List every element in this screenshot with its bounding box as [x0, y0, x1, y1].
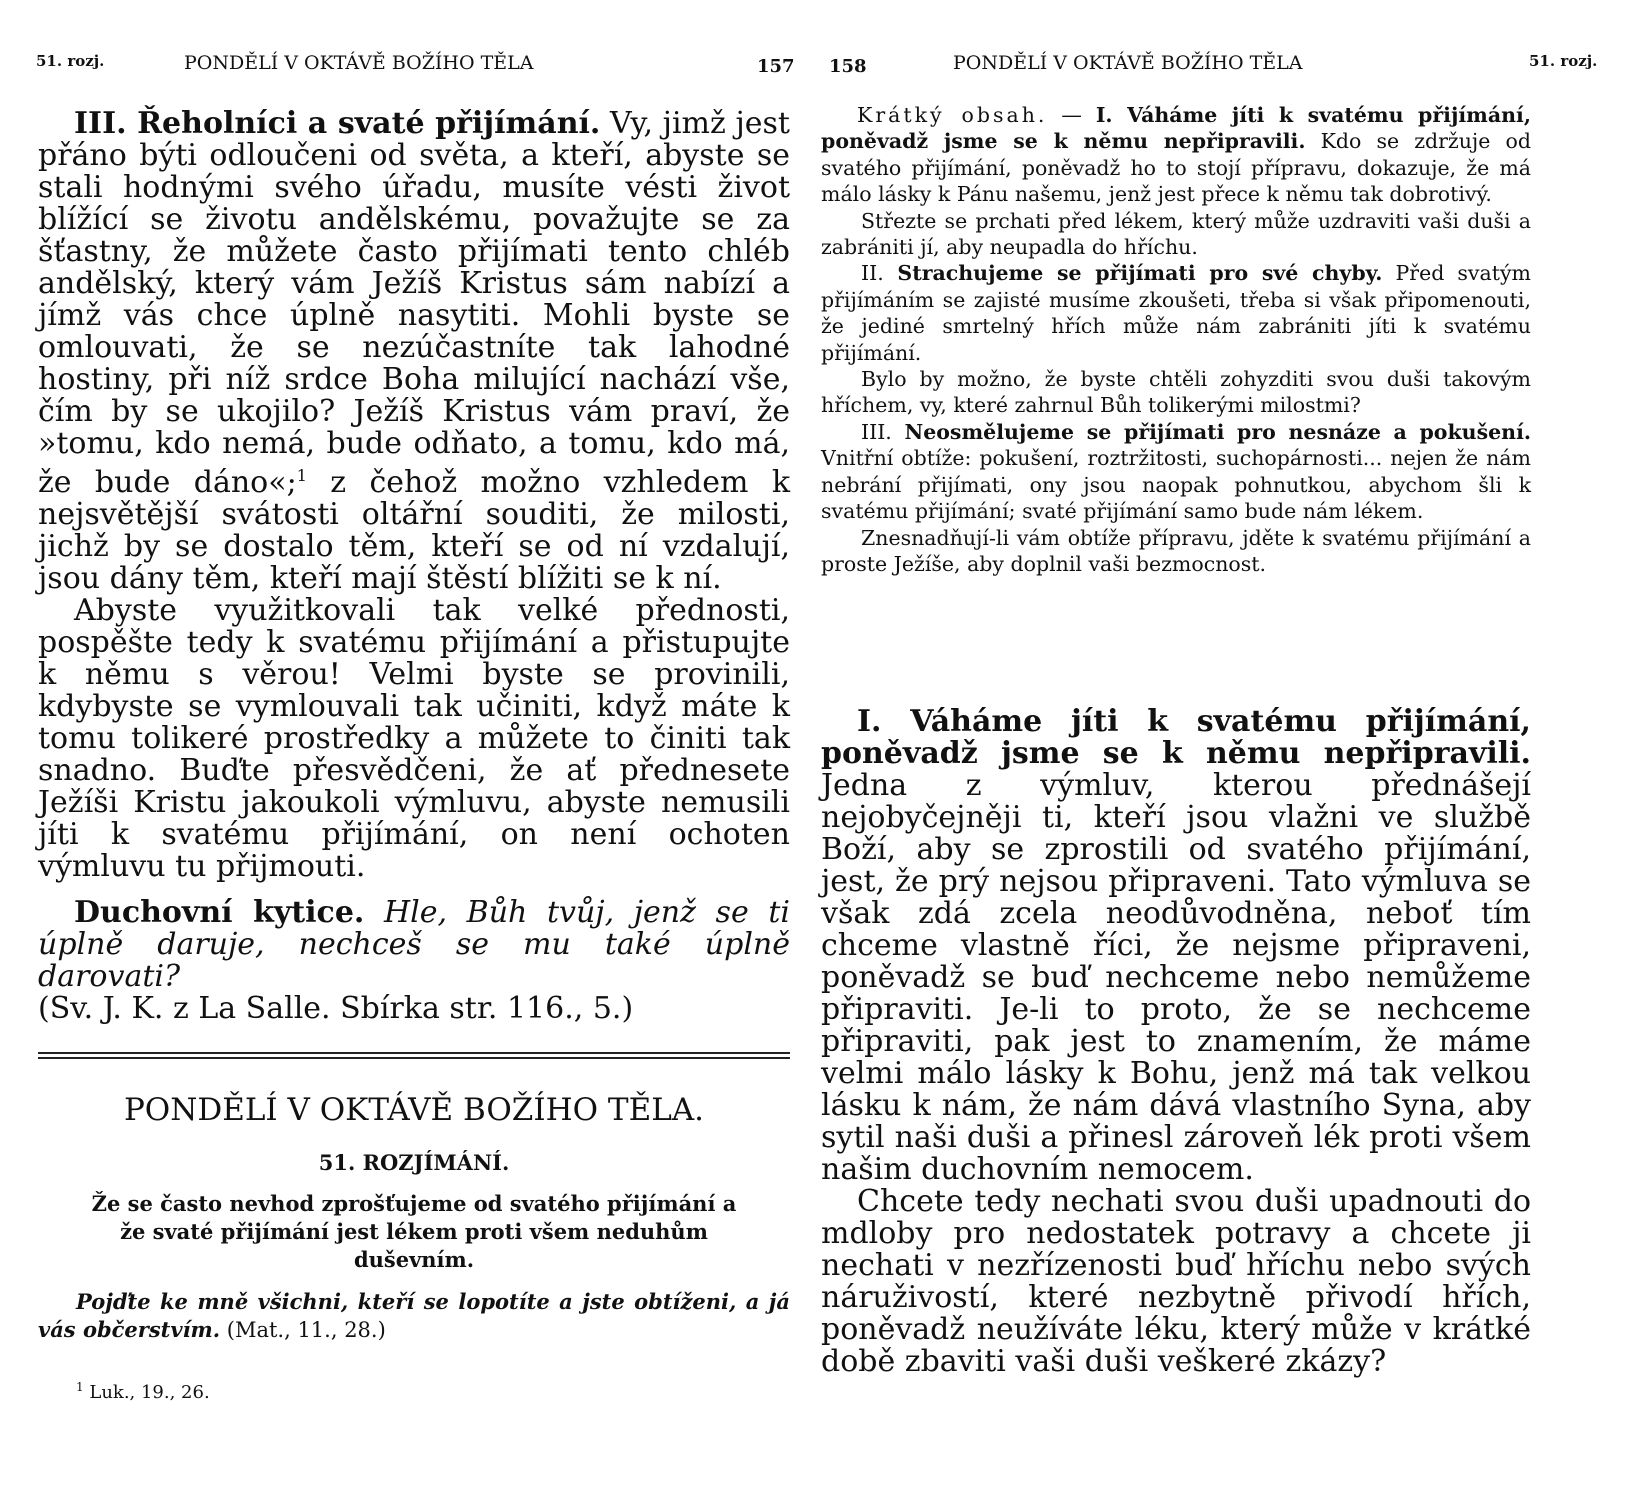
- motto: [38, 1288, 790, 1344]
- summary-I-heading: I. Váháme jíti k svatému přijímání, poněvadž jsme se k němu nepřipravili.: [821, 103, 1531, 154]
- main-paragraph-I: I. Váháme jíti k svatému přijímání, poněvadž jsme se k němu nepřipravili. Jedna z výmluv, kterou přednášejí nejobyčejněji ti, kteří jsou vlažni ve službě Boží, aby se zprostili od svatého přijímání, jest, že prý nejsou připraveni. Tato výmluva se však zdá zcela neodůvodněna, neboť tím chceme vlastně říci, že nejsme připraveni, poněvadž se buď nechceme nebo nemůžeme připraviti. Je-li to proto, že se nechceme připraviti, pak jest to znamením, že máme velmi málo lásky k Bohu, jenž má tak velkou lásku k nám, že nám dává vlastního Syna, aby sytil naši duši a přinesl zároveň lék proti všem našim duchovním nemocem.: [821, 704, 1531, 1187]
- summary-III-heading: Neosmělujeme se přijímati pro nesnáze a pokušení.: [891, 419, 1531, 444]
- right-page-number: 158: [829, 56, 867, 77]
- summary-III: III. Neosmělujeme se přijímati pro nesnáze a pokušení. Vnitřní obtíže: pokušení, roztržitosti, suchopárnosti... nejen že nám nebrání přijímati, ony jsou naopak pohnutkou, abychom šli k svatému přijímání; svaté přijímání samo bude nám lékem.: [821, 419, 1531, 524]
- left-page-number: 157: [757, 56, 795, 77]
- bouquet-text: Hle, Bůh tvůj, jenž se ti úplně daruje, nechceš se mu také úplně darovati?: [38, 895, 790, 994]
- paragraph-III-heading: III. Řeholníci a svaté přijímání.: [74, 106, 601, 141]
- summary-I: Krátký obsah. — I. Váháme jíti k svatému přijímání, poněvadž jsme se k němu nepřipravili. Kdo se zdržuje od svatého přijímání, poněvadž ho to stojí přípravu, dokazuje, že má málo lásky k Pánu našemu, jenž jest přece k němu tak dobrotivý.: [821, 103, 1531, 207]
- bouquet-label: Duchovní kytice.: [74, 895, 365, 930]
- section-title: PONDĚLÍ V OKTÁVĚ BOŽÍHO TĚLA.: [123, 1092, 705, 1128]
- bouquet-source: (Sv. J. K. z La Salle. Sbírka str. 116., 5.): [38, 991, 634, 1026]
- right-head-section: 51. rozj.: [1529, 52, 1598, 70]
- main-paragraph-I-heading: I. Váháme jíti k svatému přijímání, poněvadž jsme se k němu nepřipravili.: [821, 704, 1531, 771]
- main-paragraph-I-b: Chcete tedy nechati svou duši upadnouti do mdloby pro nedostatek potravy a chcete ji nechati v nezřízenosti buď hříchu nebo svých náruživostí, které nezbytně přivodí hřích, poněvadž neužíváte léku, který může v krátké době zbaviti vaši duši veškeré zkázy?: [821, 1184, 1531, 1379]
- summary-label: Krátký obsah.: [857, 103, 1048, 127]
- motto-source: (Mat., 11., 28.): [220, 1318, 386, 1342]
- right-page: [821, 0, 1650, 1500]
- summary-II: II. Strachujeme se přijímati pro své chyby. Před svatým přijímáním se zajisté musíme zkoušeti, třeba si však připomenouti, že jediné smrtelný hřích může nám zabrániti jíti k svatému přijímání.: [821, 261, 1531, 365]
- paragraph-exhortation: Abyste využitkovali tak velké přednosti, pospěšte tedy k svatému přijímání a přistupujte k němu s věrou! Velmi byste se provinili, kdybyste se vymlouvali tak učiniti, když máte k tomu tolikeré prostředky a můžete to činiti tak snadno. Buďte přesvědčeni, že ať přednesete Ježíši Kristu jakoukoli výmluvu, abyste nemusili jíti k svatému přijímání, on není ochoten výmluvu tu přijmouti.: [38, 593, 790, 884]
- summary-III-b: Znesnadňují-li vám obtíže přípravu, jděte k svatému přijímání a proste Ježíše, aby doplnil vaši bezmocnost.: [821, 525, 1531, 576]
- left-body: [38, 108, 790, 1025]
- summary-I-b: Střezte se prchati před lékem, který může uzdraviti vaši duši a zabrániti jí, aby neupadla do hříchu.: [821, 208, 1531, 260]
- right-running-head: [825, 48, 1650, 78]
- left-running-head: [0, 48, 825, 78]
- footnote-ref: 1: [296, 466, 307, 485]
- paragraph-III: III. Řeholníci a svaté přijímání. Vy, jimž jest přáno býti odloučeni od světa, a kteří, abyste se stali hodnými svého úřadu, musíte vésti život blížící se životu andělskému, považujte se za šťastny, že můžete často přijímati tento chléb andělský, který vám Ježíš Kristus sám nabízí a jímž vás chce úplně nasytiti. Mohli byste se omlouvati, že se nezúčastníte tak lahodné hostiny, při níž srdce Boha milující nachází vše, čím by se ukojilo? Ježíš Kristus vám praví, že »tomu, kdo nemá, bude odňato, a tomu, kdo má, že bude dáno«;$^1$ z čehož možno vzhledem k nejsvětější svátosti oltářní souditi, že milosti, jichž by se dostalo těm, kteří se od ní vzdalují, jsou dány těm, kteří mají štěstí blížiti se k ní.: [38, 106, 790, 596]
- section-subtitle: 51. ROZJÍMÁNÍ.: [318, 1150, 510, 1175]
- summary-block: [821, 102, 1531, 577]
- footnote: $^1$ Luk., 19., 26.: [76, 1380, 210, 1403]
- summary-II-b: Bylo by možno, že byste chtěli zohyzditi svou duši takovým hříchem, vy, které zahrnul Bůh tolikerými milostmi?: [821, 367, 1531, 418]
- section-divider: [38, 1052, 790, 1059]
- right-main-body: [821, 706, 1531, 1378]
- section-theme: Že se často nevhod zprošťujeme od svatého přijímání a že svaté přijímání jest lékem proti všem neduhům duševním.: [91, 1191, 737, 1272]
- left-head-section: 51. rozj.: [36, 52, 105, 70]
- motto-text: Pojďte ke mně všichni, kteří se lopotíte a jste obtíženi, a já vás občerstvím.: [38, 1289, 790, 1342]
- summary-II-heading: Strachujeme se přijímati pro své chyby.: [883, 261, 1383, 286]
- right-head-title: PONDĚLÍ V OKTÁVĚ BOŽÍHO TĚLA: [953, 52, 1303, 74]
- spiritual-bouquet: [38, 897, 790, 1025]
- left-head-title: PONDĚLÍ V OKTÁVĚ BOŽÍHO TĚLA: [184, 52, 534, 74]
